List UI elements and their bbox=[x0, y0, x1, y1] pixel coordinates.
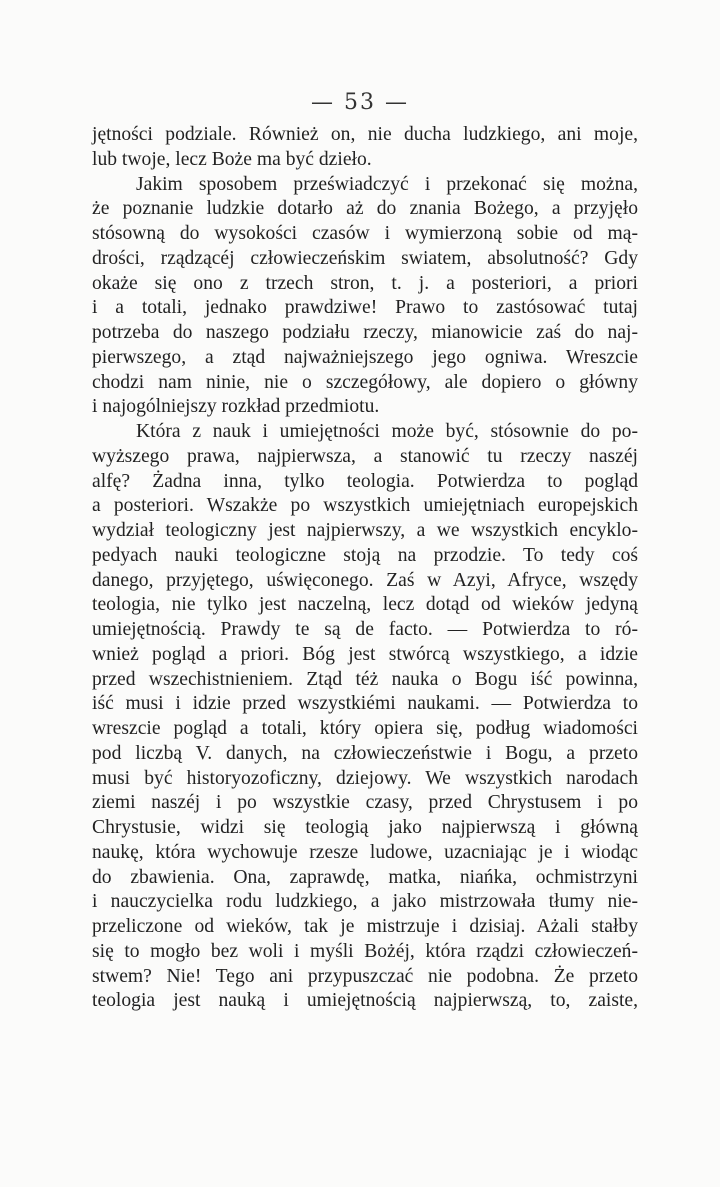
text-line: do zbawienia. Ona, zaprawdę, matka, niańka, ochmistrzyni bbox=[92, 866, 638, 888]
text-line: Jakim sposobem przeświadczyć i przekonać się można, bbox=[136, 173, 638, 195]
text-line: a posteriori. Wszakże po wszystkich umiejętniach europejskich bbox=[92, 495, 638, 517]
text-line: jętności podziale. Również on, nie ducha ludzkiego, ani moje, bbox=[92, 124, 638, 145]
body-text bbox=[92, 123, 638, 1014]
text-line: danego, przyjętego, uświęconego. Zaś w Azyi, Afryce, wszędy bbox=[92, 569, 638, 591]
text-line: musi być historyozoficzny, dziejowy. We wszystkich narodach bbox=[92, 767, 638, 789]
text-line: się to mogło bez woli i myśli Bożéj, która rządzi człowieczeń- bbox=[92, 940, 638, 962]
text-line: Chrystusie, widzi się teologią jako najpierwszą i główną bbox=[92, 817, 638, 838]
page-number: — 53 — bbox=[311, 90, 409, 115]
text-line: lub twoje, lecz Boże ma być dzieło. bbox=[92, 148, 372, 170]
text-line: stósowną do wysokości czasów i wymierzoną sobie od mą- bbox=[92, 223, 638, 244]
text-line: iść musi i idzie przed wszystkiémi naukami. — Potwierdza to bbox=[92, 693, 638, 715]
text-line: że poznanie ludzkie dotarło aż do znania Bożego, a przyjęło bbox=[92, 198, 638, 220]
text-line: i nauczycielka rodu ludzkiego, a jako mistrzowała tłumy nie- bbox=[92, 891, 638, 913]
text-line: umiejętnością. Prawdy te są de facto. — Potwierdza to ró- bbox=[92, 619, 638, 640]
text-line: pierwszego, a ztąd najważniejszego jego ogniwa. Wreszcie bbox=[92, 346, 638, 368]
paragraph-1 bbox=[92, 123, 638, 173]
text-line: wnież pogląd a priori. Bóg jest stwórcą wszystkiego, a idzie bbox=[92, 643, 638, 665]
text-line: pod liczbą V. danych, na człowieczeństwie i Bogu, a przeto bbox=[92, 742, 638, 764]
text-line: wyższego prawa, najpierwsza, a stanowić tu rzeczy naszéj bbox=[92, 445, 638, 467]
text-line: potrzeba do naszego podziału rzeczy, mianowicie zaś do naj- bbox=[92, 322, 638, 343]
text-line: teologia jest nauką i umiejętnością najpierwszą, to, zaiste, bbox=[92, 990, 638, 1012]
text-line: chodzi nam ninie, nie o szczegółowy, ale dopiero o główny bbox=[92, 371, 638, 393]
text-line: Która z nauk i umiejętności może być, stósownie do po- bbox=[136, 421, 638, 442]
text-line: i a totali, jednako prawdziwe! Prawo to zastósować tutaj bbox=[92, 297, 638, 319]
text-line: naukę, która wychowuje rzesze ludowe, uzacniając je i wiodąc bbox=[92, 841, 638, 863]
text-line: teologia, nie tylko jest naczelną, lecz dotąd od wieków jedyną bbox=[92, 594, 638, 616]
text-line: przed wszechistnieniem. Ztąd téż nauka o Bogu iść powinna, bbox=[92, 668, 638, 690]
text-line: pedyach nauki teologiczne stoją na przodzie. To tedy coś bbox=[92, 544, 638, 566]
text-line: okaże się ono z trzech stron, t. j. a posteriori, a priori bbox=[92, 272, 638, 294]
text-line: przeliczone od wieków, tak je mistrzuje i dzisiaj. Ażali stałby bbox=[92, 916, 638, 937]
text-line: wydział teologiczny jest najpierwszy, a we wszystkich encyklo- bbox=[92, 520, 638, 541]
text-line: i najogólniejszy rozkład przedmiotu. bbox=[92, 396, 380, 418]
text-line: alfę? Żadna inna, tylko teologia. Potwierdza to pogląd bbox=[92, 470, 638, 492]
paragraph-3 bbox=[92, 420, 638, 1014]
paragraph-2 bbox=[92, 173, 638, 421]
text-line: drości, rządzącéj człowieczeńskim swiatem, absolutność? Gdy bbox=[92, 247, 638, 269]
text-line: wreszcie pogląd a totali, który opiera się, podług wiadomości bbox=[92, 718, 638, 739]
text-line: ziemi naszéj i po wszystkie czasy, przed Chrystusem i po bbox=[92, 792, 638, 814]
text-line: stwem? Nie! Tego ani przypuszczać nie podobna. Że przeto bbox=[92, 965, 638, 987]
